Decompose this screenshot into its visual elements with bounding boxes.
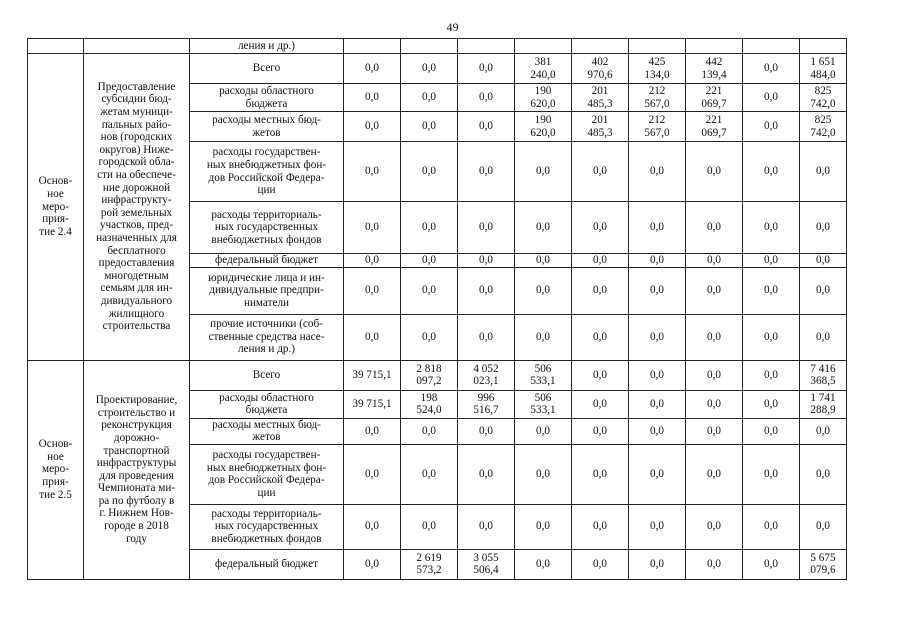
value-cell: 0,0 (629, 390, 686, 418)
value-cell: 0,0 (344, 444, 401, 504)
value-cell: 0,0 (344, 549, 401, 579)
value-cell (743, 39, 800, 54)
source-cell: расходы территориаль- ных государственных внебюджетных фондов (190, 202, 344, 254)
value-cell: 221 069,7 (686, 112, 743, 142)
value-cell: 0,0 (629, 549, 686, 579)
description-cell (84, 39, 190, 54)
value-cell (515, 39, 572, 54)
value-cell: 0,0 (572, 267, 629, 314)
value-cell: 0,0 (515, 314, 572, 360)
table-body (28, 39, 847, 580)
value-cell: 0,0 (686, 390, 743, 418)
source-cell: ления и др.) (190, 39, 344, 54)
value-cell (800, 39, 847, 54)
value-cell: 39 715,1 (344, 360, 401, 390)
value-cell: 2 818 097,2 (401, 360, 458, 390)
source-cell: Всего (190, 360, 344, 390)
value-cell: 0,0 (572, 202, 629, 254)
value-cell: 0,0 (572, 314, 629, 360)
value-cell: 0,0 (458, 254, 515, 268)
value-cell: 0,0 (743, 444, 800, 504)
source-cell: расходы территориаль- ных государственных внебюджетных фондов (190, 504, 344, 549)
value-cell: 0,0 (743, 418, 800, 444)
value-cell: 0,0 (686, 504, 743, 549)
value-cell: 0,0 (629, 314, 686, 360)
value-cell: 0,0 (344, 504, 401, 549)
value-cell: 0,0 (686, 267, 743, 314)
value-cell: 0,0 (686, 254, 743, 268)
value-cell: 201 485,3 (572, 84, 629, 112)
value-cell: 0,0 (344, 54, 401, 84)
value-cell: 0,0 (401, 444, 458, 504)
value-cell: 506 533,1 (515, 390, 572, 418)
source-cell: юридические лица и ин- дивидуальные предпри- ниматели (190, 267, 344, 314)
value-cell: 0,0 (800, 142, 847, 202)
value-cell: 0,0 (401, 142, 458, 202)
value-cell: 0,0 (743, 267, 800, 314)
value-cell: 0,0 (686, 549, 743, 579)
value-cell (629, 39, 686, 54)
value-cell: 0,0 (800, 314, 847, 360)
value-cell: 2 619 573,2 (401, 549, 458, 579)
value-cell: 0,0 (401, 54, 458, 84)
value-cell: 0,0 (572, 504, 629, 549)
value-cell: 0,0 (743, 360, 800, 390)
value-cell: 0,0 (572, 418, 629, 444)
value-cell: 1 651 484,0 (800, 54, 847, 84)
value-cell: 0,0 (458, 267, 515, 314)
value-cell: 0,0 (401, 267, 458, 314)
value-cell: 0,0 (458, 142, 515, 202)
value-cell: 0,0 (743, 202, 800, 254)
source-cell: расходы областного бюджета (190, 84, 344, 112)
table-row (28, 39, 847, 54)
value-cell: 0,0 (686, 444, 743, 504)
activity-cell: Основ- ное меро- прия- тие 2.4 (28, 54, 84, 361)
value-cell: 0,0 (629, 142, 686, 202)
value-cell: 0,0 (401, 418, 458, 444)
value-cell: 0,0 (458, 202, 515, 254)
value-cell: 0,0 (743, 54, 800, 84)
value-cell: 0,0 (515, 444, 572, 504)
value-cell: 0,0 (401, 254, 458, 268)
value-cell: 3 055 506,4 (458, 549, 515, 579)
source-cell: расходы местных бюд- жетов (190, 112, 344, 142)
value-cell: 0,0 (629, 202, 686, 254)
source-cell: федеральный бюджет (190, 549, 344, 579)
description-cell: Проектирование, строительство и реконструкция дорожно- транспортной инфраструктуры для проведения Чемпионата ми- ра по футболу в г. Нижнем Нов- городе в 2018 году (84, 360, 190, 579)
value-cell: 0,0 (515, 254, 572, 268)
value-cell: 442 139,4 (686, 54, 743, 84)
value-cell: 0,0 (515, 549, 572, 579)
value-cell: 0,0 (344, 314, 401, 360)
value-cell: 0,0 (572, 360, 629, 390)
value-cell: 0,0 (458, 112, 515, 142)
value-cell: 996 516,7 (458, 390, 515, 418)
value-cell: 0,0 (743, 112, 800, 142)
value-cell: 0,0 (344, 84, 401, 112)
value-cell: 381 240,0 (515, 54, 572, 84)
value-cell (686, 39, 743, 54)
value-cell: 0,0 (800, 267, 847, 314)
value-cell (458, 39, 515, 54)
description-cell: Предоставление субсидии бюд- жетам муници- пальных райо- нов (городских округов) Ниже- городской обла- сти на обеспече- ние дорожной инфраструкту- рой земельных участков, пред- назначенных для бесплатного предоставления многодетным семьям для ин- дивидуального жилищного строительства (84, 54, 190, 361)
value-cell: 190 620,0 (515, 112, 572, 142)
value-cell: 0,0 (344, 142, 401, 202)
source-cell: Всего (190, 54, 344, 84)
value-cell: 0,0 (458, 54, 515, 84)
value-cell: 0,0 (743, 390, 800, 418)
activity-cell (28, 39, 84, 54)
source-cell: расходы государствен- ных внебюджетных фон- дов Российской Федера- ции (190, 444, 344, 504)
value-cell: 0,0 (458, 314, 515, 360)
value-cell: 0,0 (401, 202, 458, 254)
value-cell: 0,0 (800, 202, 847, 254)
value-cell: 0,0 (458, 444, 515, 504)
value-cell: 0,0 (515, 418, 572, 444)
value-cell: 0,0 (344, 112, 401, 142)
value-cell: 0,0 (401, 112, 458, 142)
value-cell: 402 970,6 (572, 54, 629, 84)
value-cell: 0,0 (515, 504, 572, 549)
table-row (28, 360, 847, 390)
value-cell: 0,0 (572, 549, 629, 579)
source-cell: прочие источники (соб- ственные средства насе- ления и др.) (190, 314, 344, 360)
value-cell: 0,0 (686, 202, 743, 254)
value-cell: 0,0 (800, 254, 847, 268)
value-cell: 0,0 (515, 202, 572, 254)
value-cell: 0,0 (572, 444, 629, 504)
value-cell: 0,0 (743, 254, 800, 268)
source-cell: расходы областного бюджета (190, 390, 344, 418)
value-cell: 0,0 (515, 142, 572, 202)
value-cell: 0,0 (629, 504, 686, 549)
value-cell: 825 742,0 (800, 112, 847, 142)
value-cell: 0,0 (401, 314, 458, 360)
value-cell: 0,0 (800, 418, 847, 444)
value-cell: 0,0 (686, 360, 743, 390)
value-cell: 0,0 (743, 84, 800, 112)
value-cell: 39 715,1 (344, 390, 401, 418)
value-cell: 0,0 (344, 267, 401, 314)
source-cell: расходы государствен- ных внебюджетных фон- дов Российской Федера- ции (190, 142, 344, 202)
value-cell: 0,0 (743, 142, 800, 202)
value-cell: 0,0 (515, 267, 572, 314)
budget-table (27, 38, 847, 580)
value-cell: 0,0 (629, 360, 686, 390)
value-cell: 0,0 (458, 84, 515, 112)
value-cell: 0,0 (629, 418, 686, 444)
value-cell: 7 416 368,5 (800, 360, 847, 390)
value-cell: 0,0 (686, 314, 743, 360)
value-cell: 0,0 (572, 254, 629, 268)
value-cell: 212 567,0 (629, 84, 686, 112)
value-cell: 0,0 (629, 444, 686, 504)
value-cell: 0,0 (629, 254, 686, 268)
value-cell: 0,0 (686, 142, 743, 202)
source-cell: федеральный бюджет (190, 254, 344, 268)
value-cell: 0,0 (800, 444, 847, 504)
value-cell: 0,0 (458, 418, 515, 444)
value-cell (344, 39, 401, 54)
value-cell: 425 134,0 (629, 54, 686, 84)
value-cell: 212 567,0 (629, 112, 686, 142)
value-cell: 0,0 (401, 504, 458, 549)
value-cell: 0,0 (743, 549, 800, 579)
value-cell: 825 742,0 (800, 84, 847, 112)
page-number: 49 (446, 20, 459, 34)
value-cell: 0,0 (629, 267, 686, 314)
value-cell: 0,0 (743, 314, 800, 360)
value-cell: 0,0 (800, 504, 847, 549)
value-cell: 0,0 (344, 202, 401, 254)
value-cell (401, 39, 458, 54)
value-cell: 1 741 288,9 (800, 390, 847, 418)
value-cell: 4 052 023,1 (458, 360, 515, 390)
activity-cell: Основ- ное меро- прия- тие 2.5 (28, 360, 84, 579)
value-cell: 5 675 079,6 (800, 549, 847, 579)
value-cell: 0,0 (572, 142, 629, 202)
value-cell: 201 485,3 (572, 112, 629, 142)
table-row (28, 54, 847, 84)
value-cell: 221 069,7 (686, 84, 743, 112)
value-cell: 0,0 (458, 504, 515, 549)
value-cell: 0,0 (344, 418, 401, 444)
source-cell: расходы местных бюд- жетов (190, 418, 344, 444)
value-cell: 0,0 (344, 254, 401, 268)
value-cell: 506 533,1 (515, 360, 572, 390)
value-cell: 190 620,0 (515, 84, 572, 112)
value-cell: 0,0 (686, 418, 743, 444)
value-cell: 198 524,0 (401, 390, 458, 418)
value-cell: 0,0 (572, 390, 629, 418)
value-cell: 0,0 (401, 84, 458, 112)
value-cell: 0,0 (743, 504, 800, 549)
value-cell (572, 39, 629, 54)
